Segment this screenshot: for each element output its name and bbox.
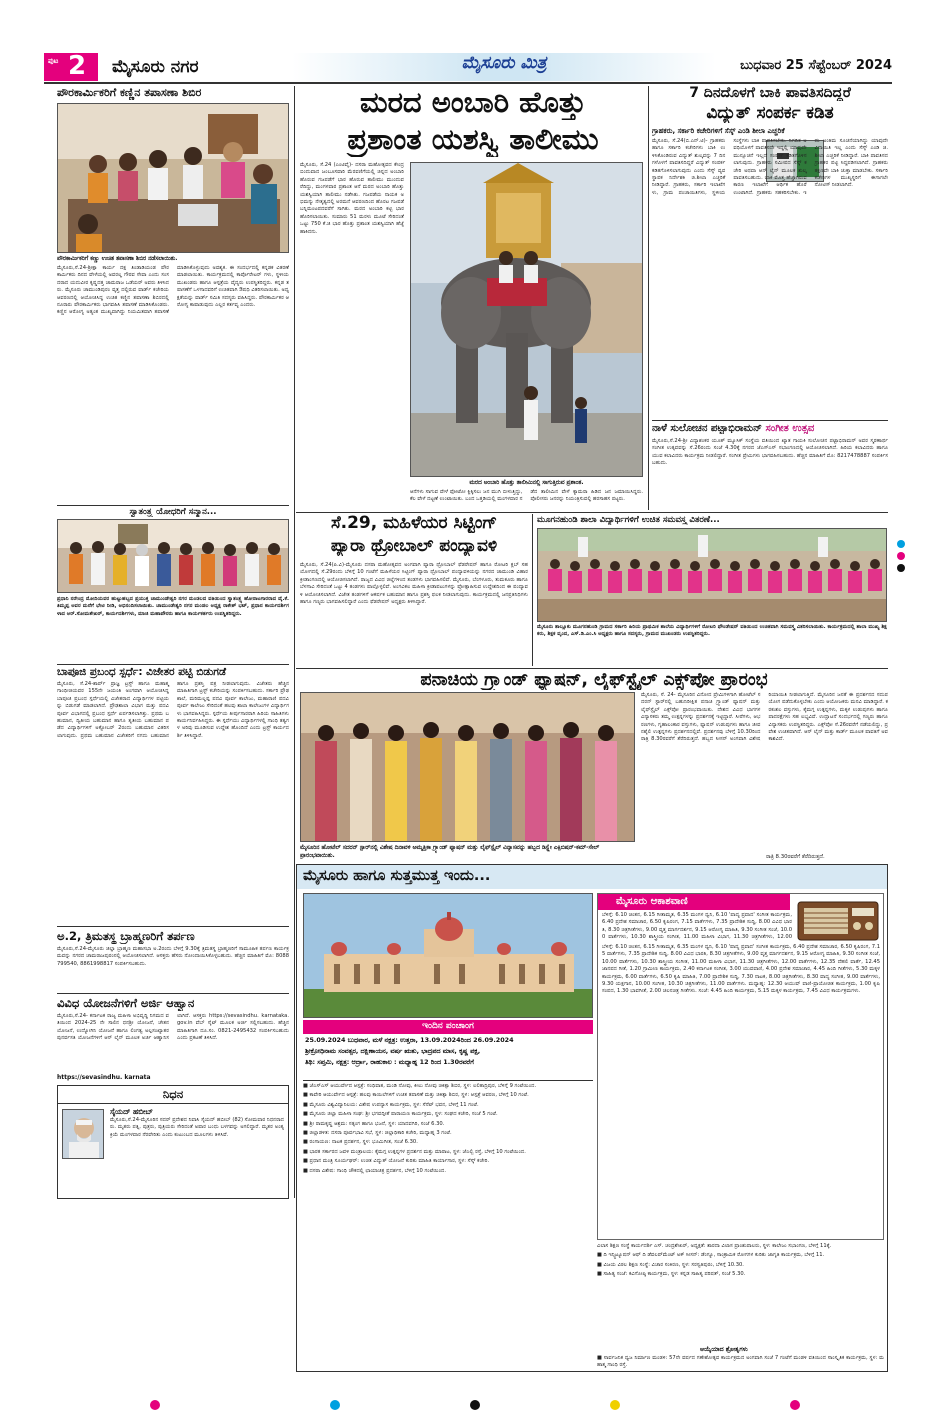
page-number: 2 [68, 51, 87, 81]
freedom-fighters-body: ಪ್ರಧಾನಿ ನರೇಂದ್ರ ಮೋದಿಯವರ ಹುಟ್ಟುಹಬ್ಬದ ಪ್ರಯುಕ್ತ ಚಾಮುಂಡೇಶ್ವರಿ ನಗರ ಮಂಡಲದ ವತಿಯಿಂದ ಸ್ವಾತಂತ್ರ್ಯ ಹೋರಾಟಗಾರರಾದ ವೈ.ಕೆ.ತಿಮ್ಮಪ್ಪ ಅವರ ಮನೆಗೆ ಭೇಟಿ ನೀಡಿ, ಅಭಿನಂದಿಸಲಾಯಿತು. ಚಾಮುಂಡೇಶ್ವರಿ ನಗರ ಮಂಡಲ ಅಧ್ಯಕ್ಷ ರಾಕೇಶ್ ಭಟ್, ಪ್ರಧಾನ ಕಾರ್ಯದರ್ಶಿಗಳಾದ ಆರ್.ಸೋಮಶೇಖರ್, ಕಾರ್ಯದರ್ಶಿಗಳು, ಮಾಜಿ ಮಹಾಪೌರರು ಹಾಗೂ ಕಾರ್ಯಕರ್ತರು ಉಪಸ್ಥಿತರಿದ್ದರು. [57, 596, 289, 617]
music-headline [652, 423, 888, 434]
akashvani-box [597, 893, 884, 1240]
band-rule [296, 668, 888, 669]
registration-mark [790, 1400, 800, 1410]
music-headline-a: ನಾಳೆ ಸುಲೋಚನ ಪಟ್ಟಾಭಿರಾಮನ್ [652, 423, 766, 434]
panchanga-box [303, 1020, 593, 1078]
divider [652, 420, 888, 421]
event-item: ■ ಭಾರತ ಸರ್ಕಾರದ ಜವಳಿ ಮಂತ್ರಾಲಯ: ಕೈಮಗ್ಗ ಉತ್ಪನ್ನಗಳ ಪ್ರದರ್ಶನ ಮತ್ತು ಮಾರಾಟ, ಸ್ಥಳ: ಜೆಎಲ್ಬಿ ರಸ್ತೆ, ಬೆಳಿಗ್ಗೆ 10 ಗಂಟೆಯಿಂದ. [303, 1148, 526, 1155]
issue-date: ಬುಧವಾರ 25 ಸೆಪ್ಟೆಂಬರ್ 2024 [740, 58, 892, 73]
today-banner-title: ಮೈಸೂರು ಹಾಗೂ ಸುತ್ತಮುತ್ತ ಇಂದು... [303, 868, 491, 884]
tarpana-headline: ಅ.2, ತ್ರಿಮತಸ್ಥ ಬ್ರಾಹ್ಮಣರಿಗೆ ತರ್ಪಣ [57, 929, 195, 943]
events-list-left [303, 1083, 593, 1358]
music-body: ಮೈಸೂರು,ಸೆ.24-ಶ್ರೀ ವಿದ್ಯಾಶಂಕರ ಯೂತ್ ಮ್ಯೂಸಿಕ್ ಸಂಸ್ಥೆಯ ವತಿಯಿಂದ ಖ್ಯಾತ ಗಾಯಕಿ ಸುಲೋಚನ ಪಟ್ಟಾಭಿರಾಮನ್ ಅವರ ಸ್ಮರಣಾರ್ಥ ಸಂಗೀತ ಉತ್ಸವವನ್ನು ಸೆ.26ರಂದು ಸಂಜೆ 4.30ಕ್ಕೆ ನಗರದ ಜೆಎಸ್ಎಸ್ ಸಭಾಂಗಣದಲ್ಲಿ ಆಯೋಜಿಸಲಾಗಿದೆ. ಹಿರಿಯ ಕಲಾವಿದರು ಹಾಗೂ ಯುವ ಕಲಾವಿದರು ಕಾರ್ಯಕ್ರಮ ನೀಡಲಿದ್ದಾರೆ. ಸಂಗೀತ ಪ್ರೇಮಿಗಳು ಭಾಗವಹಿಸಬಹುದು. ಹೆಚ್ಚಿನ ಮಾಹಿತಿಗೆ ಮೊ: 8217478887 ಸಂಪರ್ಕಿಸಬಹುದು. [652, 438, 888, 467]
event-item: ■ ಪ್ರಧಾನ ಮಂತ್ರಿ ಸೂರ್ಯಘರ್: ಉಚಿತ ವಿದ್ಯುತ್ ಯೋಜನೆ ಕುರಿತು ಮಾಹಿತಿ ಕಾರ್ಯಾಗಾರ, ಸ್ಥಳ: ಸೆಸ್ಕ್ ಕಚೇರಿ. [303, 1158, 490, 1165]
section-label: ಮೈಸೂರು ನಗರ [112, 57, 199, 77]
divider [303, 1080, 593, 1081]
event-item: ■ ದಿ ಇನ್ಸ್ಟಿಟ್ಯೂಷನ್ ಆಫ್ ದಿ ಡೆವಲಪ್‌ಮೆಂಟ್ ಅಕ್ ಸೀಸನ್: ಡೆಂಗ್ಯೂ, ಸಾಂಕ್ರಾಮಿಕ ರೋಗಗಳ ಕುರಿತು ಜಾಗೃತಿ ಕಾರ್ಯಕ್ರಮ, ಬೆಳಿಗ್ಗೆ 11. [597, 1252, 825, 1259]
eye-camp-photo [57, 103, 289, 253]
panchanga-line-2: ಶ್ರೀಕ್ರೋಧಿನಾಮ ಸಂವತ್ಸರ, ದಕ್ಷಿಣಾಯನ, ವರ್ಷ ಋತು, ಭಾದ್ರಪದ ಮಾಸ, ಕೃಷ್ಣ ಪಕ್ಷ, [305, 1047, 481, 1055]
event-item: ವಿಲಾಸ ಶಿಕ್ಷಣ ಸಂಸ್ಥೆ ಕಾರ್ಯದರ್ಶಿ ಎಸ್. ಚಂದ್ರಶೇಖರ್, ಅಧ್ಯಕ್ಷತೆ: ಶಾರದಾ ವಿಲಾಸ ಪ್ರಾಂಶುಪಾಲರು, ಸ್ಥಳ: ಕಾಲೇಜು ಸಭಾಂಗಣ, ಬೆಳಿಗ್ಗೆ 11ಕ್ಕೆ. [597, 1243, 832, 1249]
panchanga-line-1: 25.09.2024 ಬುಧವಾರ, ಮಳೆ ನಕ್ಷತ್ರ: ಉತ್ತರಾ, 13.09.2024ರಿಂದ 26.09.2024 [305, 1036, 514, 1044]
event-item: ■ ದಸರಾ ವಿಶೇಷ: ಗಾಂಧಿ ಚೌಕದಲ್ಲಿ ಛಾಯಾಚಿತ್ರ ಪ್ರದರ್ಶನ, ಬೆಳಿಗ್ಗೆ 10 ಗಂಟೆಯಿಂದ. [303, 1167, 447, 1174]
event-item: ■ ಶ್ರೀ ರಾಮಕೃಷ್ಣ ಆಶ್ರಮ: ಸತ್ಸಂಗ ಹಾಗೂ ಭಜನೆ, ಸ್ಥಳ: ಯಾದವಗಿರಿ, ಸಂಜೆ 6.30. [303, 1120, 445, 1127]
eye-camp-body: ಮೈಸೂರು,ಸೆ.24-ಶ್ರೀಕ್ಷಾ ಕಾರ್ಯ ದಕ್ಷ ತಿಂಡಾಡಿಯಂಡ ಪೌರಕಾರ್ಮಿಕರು ದಿನದ ವೇಳೆಯಲ್ಲಿ ಅವರಲ್ಲ ಗೌರವ ಸೇವಾ ಎಂದು ಸಂಸದರಾದ ಯದುವೀರ ಕೃಷ್ಣದತ್ತ ಚಾಮರಾಜ ಒಡೆಯರ್ ಅವರು ತಿಳಿಸಿದರು. ಮೈಸೂರು ಚಾಮುಂಡಿಪುರಂ ವೃತ್ತ ದಲ್ಲಿರುವ ವಾರ್ಡ್ ಕಚೇರಿಯ ಆವರಣದಲ್ಲಿ ಆಯೋಜಿಸಿದ್ದ ಉಚಿತ ಕಣ್ಣಿನ ತಪಾಸಣಾ ಶಿಬಿರದಲ್ಲಿ ನೂರಾರು ಪೌರಕಾರ್ಮಿಕರು ಭಾಗವಹಿಸಿ ತಪಾಸಣೆ ಮಾಡಿಸಿಕೊಂಡರು. ಕಣ್ಣಿನ ಆರೋಗ್ಯ ಅತ್ಯಂತ ಮುಖ್ಯವಾಗಿದ್ದು ನಿಯಮಿತವಾಗಿ ತಪಾಸಣೆ ಮಾಡಿಸಿಕೊಳ್ಳುವುದು ಅವಶ್ಯಕ. ಈ ಸಂದರ್ಭದಲ್ಲಿ ಕನ್ನಡಕ ವಿತರಣೆ ಮಾಡಲಾಯಿತು. ಕಾರ್ಯಕ್ರಮದಲ್ಲಿ ಕಾರ್ಪೊರೇಟರ್ ಗಳು, ಸ್ಥಳೀಯ ಮುಖಂಡರು ಹಾಗೂ ಆಸ್ಪತ್ರೆಯ ವೈದ್ಯರು ಉಪಸ್ಥಿತರಿದ್ದರು. ಕನ್ನಡ ತಪಾಸಣೆಗೆ ಒಳಗಾದವರಿಗೆ ಉಚಿತವಾಗಿ ಔಷಧಿ ವಿತರಿಸಲಾಯಿತು. ಅಧ್ಯಕ್ಷತೆಯನ್ನು ವಾರ್ಡ್ ಸಮಿತಿ ಸದಸ್ಯರು ವಹಿಸಿದ್ದರು. ಪೌರಕಾರ್ಮಿಕರ ಆರೋಗ್ಯ ಕಾಪಾಡುವುದು ಎಲ್ಲರ ಕರ್ತವ್ಯ ಎಂದರು. [57, 265, 289, 316]
obituary-name: ಸೈಯದ್ ಹಬೀಬ್ [110, 1107, 153, 1116]
side-registration [897, 540, 907, 580]
elephant-headline-1: ಮರದ ಅಂಬಾರಿ ಹೊತ್ತು [360, 85, 586, 119]
obituary-body: ಮೈಸೂರು,ಸೆ.24-ಮೈಸೂರಿನ ಸದರ್ ಪ್ರದೇಶದ ನಿವಾಸಿ ಸೈಯದ್ ಹಬೀಬ್ (82) ಸೋಮವಾರ ನಿಧನರಾದರು. ಮೃತರು ಪತ್ನಿ, ಪುತ್ರರು, ಪುತ್ರಿಯರು ಸೇರಿದಂತೆ ಅಪಾರ ಬಂಧು ಬಳಗವನ್ನು ಅಗಲಿದ್ದಾರೆ. ಮೃತರ ಅಂತ್ಯಕ್ರಿಯೆ ಮಂಗಳವಾರ ನೆರವೇರಿತು ಎಂದು ಕುಟುಂಬದ ಮೂಲಗಳು ತಿಳಿಸಿವೆ. [110, 1117, 284, 1138]
event-item: ■ ಜಿಲ್ಲಾಡಳಿತ: ದಸರಾ ಪೂರ್ವಭಾವಿ ಸಭೆ, ಸ್ಥಳ: ಜಿಲ್ಲಾಧಿಕಾರಿ ಕಚೇರಿ, ಮಧ್ಯಾಹ್ನ 3 ಗಂಟೆ. [303, 1130, 452, 1137]
electricity-body: ಮೈಸೂರು, ಸೆ.24(ಬಿ.ಎನ್.ಟಿ)- ಗ್ರಾಹಕರು ಹಾಗೂ ಸರ್ಕಾರಿ ಕಚೇರಿಗಳು ಬಾಕಿ ಉಳಿಸಿಕೊಂಡಿರುವ ವಿದ್ಯುತ್ ಶುಲ್ಕವನ್ನು 7 ದಿನಗಳೊಳಗೆ ಪಾವತಿಸದಿದ್ದರೆ ವಿದ್ಯುತ್ ಸಂಪರ್ಕ ಕಡಿತಗೊಳಿಸಲಾಗುವುದು ಎಂದು ಸೆಸ್ಕ್ ವ್ಯವಸ್ಥಾಪಕ ನಿರ್ದೇಶಕಿ ಜಿ.ಶೀಲಾ ಎಚ್ಚರಿಕೆ ನೀಡಿದ್ದಾರೆ. ಗ್ರಾಹಕರು, ಸರ್ಕಾರಿ ಇಲಾಖೆಗಳು, ಗ್ರಾಮ ಪಂಚಾಯಿತಿಗಳು, ಸ್ಥಳೀಯ ಸಂಸ್ಥೆಗಳು ಬಾಕಿ ಪಾವತಿಸಬೇಕು. ನಿಗದಿತ ಅವಧಿಯೊಳಗೆ ಪಾವತಿಸದೇ ಇದ್ದಲ್ಲಿ ಯಾವುದೇ ಮುನ್ಸೂಚನೆ ಇಲ್ಲದೆ ಸಂಪರ್ಕ ಕಡಿತಗೊಳಿಸಲಾಗುವುದು. ಗ್ರಾಹಕರು ಸಮೀಪದ ಸೆಸ್ಕ್ ಕಚೇರಿ ಅಥವಾ ಆನ್ ಲೈನ್ ಮೂಲಕ ಶುಲ್ಕ ಪಾವತಿಸಬಹುದು. ಬಾಕಿ ಮೊತ್ತ ಹೆಚ್ಚಾಗಿರುವ ಕಾರಣ ಇಲಾಖೆಗೆ ಆರ್ಥಿಕ ಹೊರೆ ಉಂಟಾಗಿದೆ. ಗ್ರಾಹಕರು ಸಹಕರಿಸಬೇಕು. ಇದು ಅಂತಿಮ ಸೂಚನೆಯಾಗಿದ್ದು ಯಾವುದೇ ವಿನಾಯಿತಿ ಇಲ್ಲ ಎಂದು ಸೆಸ್ಕ್ ಎಂಡಿ ಜಿ.ಶೀಲಾ ಎಚ್ಚರಿಕೆ ನೀಡಿದ್ದಾರೆ. ಬಾಕಿ ಪಾವತಿಸದ ಗ್ರಾಹಕರ ಪಟ್ಟಿ ಸಿದ್ಧಪಡಿಸಲಾಗಿದೆ. ಗ್ರಾಹಕರು ತಕ್ಷಣವೇ ಬಾಕಿ ಚುಕ್ತಾ ಮಾಡಬೇಕು. ಸರ್ಕಾರಿ ಕಚೇರಿಗಳ ಮುಖ್ಯಸ್ಥರಿಗೆ ಈಗಾಗಲೇ ನೋಟಿಸ್ ನೀಡಲಾಗಿದೆ. [652, 138, 888, 196]
uniform-headline: ಮೂಗನಹುಂಡಿ ಶಾಲಾ ವಿದ್ಯಾರ್ಥಿಗಳಿಗೆ ಉಚಿತ ಸಮವಸ್ತ್ರ ವಿತರಣೆ... [537, 515, 720, 525]
masthead-title: ಮೈಸೂರು ಮಿತ್ರ [461, 53, 547, 73]
eye-camp-headline: ಪೌರಕಾರ್ಮಿಕರಿಗೆ ಕಣ್ಣಿನ ತಪಾಸಣಾ ಶಿಬಿರ [57, 86, 202, 99]
event-item: ■ ಕಾವೇರಿ ಆಯುರ್ವೇದ ಆಸ್ಪತ್ರೆ: ಹಲವು ಕಾಯಿಲೆಗಳಿಗೆ ಉಚಿತ ತಪಾಸಣೆ ಮತ್ತು ಚಿಕಿತ್ಸಾ ಶಿಬಿರ, ಸ್ಥಳ: ಆಸ್ಪತ್ರೆ ಆವರಣ, ಬೆಳಿಗ್ಗೆ 10 ಗಂಟೆ. [303, 1092, 529, 1099]
electricity-headline-1: 7 ದಿನದೊಳಗೆ ಬಾಕಿ ಪಾವತಿಸದಿದ್ದರೆ [689, 85, 851, 101]
uniform-body: ಮೈಸೂರು ತಾಲ್ಲೂಕು ಮೂಗನಹುಂಡಿ ಗ್ರಾಮದ ಸರ್ಕಾರಿ ಹಿರಿಯ ಪ್ರಾಥಮಿಕ ಶಾಲೆಯ ವಿದ್ಯಾರ್ಥಿಗಳಿಗೆ ರೋಟರಿ ಫೌಂಡೇಷನ್ ವತಿಯಿಂದ ಉಚಿತವಾಗಿ ಸಮವಸ್ತ್ರ ವಿತರಿಸಲಾಯಿತು. ಕಾರ್ಯಕ್ರಮದಲ್ಲಿ ಶಾಲಾ ಮುಖ್ಯ ಶಿಕ್ಷಕರು, ಶಿಕ್ಷಕ ವೃಂದ, ಎಸ್.ಡಿ.ಎಂ.ಸಿ ಅಧ್ಯಕ್ಷರು ಹಾಗೂ ಸದಸ್ಯರು, ಗ್ರಾಮದ ಮುಖಂಡರು ಉಪಸ್ಥಿತರಿದ್ದರು. [537, 624, 887, 638]
divider [57, 926, 289, 927]
expo-photo-art [301, 693, 635, 842]
elephant-caption: ಮರದ ಅಂಬಾರಿ ಹೊತ್ತು ತಾಲೀಮಿನಲ್ಲಿ ಸಾಗುತ್ತಿರುವ ಪ್ರಶಾಂತ. [469, 480, 584, 486]
expo-photo [300, 692, 635, 842]
electricity-headline-2: ವಿದ್ಯುತ್ ಸಂಪರ್ಕ ಕಡಿತ [706, 103, 834, 123]
palace-photo [303, 893, 593, 1018]
expo-headline: ಪನಾಚಿಯ ಗ್ರ್ಯಾಂಡ್ ಫ್ಯಾಷನ್, ಲೈಫ್‌ಸ್ಟೈಲ್ ಎಕ್ಸ್‌ಪೋ ಪ್ರಾರಂಭ [420, 670, 768, 690]
eye-camp-caption: ಪೌರಕಾರ್ಮಿಕರಿಗೆ ಕಣ್ಣು ಉಚಿತ ತಪಾಸಣಾ ಶಿಬಿರ ನಡೆಸಲಾಯಿತು. [57, 256, 178, 262]
today-banner [297, 865, 887, 889]
akashvani-headline: ಮೈಸೂರು ಆಕಾಶವಾಣಿ [598, 894, 790, 910]
divider [57, 664, 289, 665]
obituary-box [57, 1085, 289, 1199]
event-item: ■ ಸಾಹಿತ್ಯ ಸಂಜೆ: ಕವಿಗೋಷ್ಠಿ ಕಾರ್ಯಕ್ರಮ, ಸ್ಥಳ: ಕನ್ನಡ ಸಾಹಿತ್ಯ ಪರಿಷತ್, ಸಂಜೆ 5.30. [597, 1271, 746, 1278]
uniform-photo-art [538, 529, 887, 622]
events-bottom: ■ ಸಾರ್ವಜನಿಕ ಧ್ವಜ ನಿರ್ಮಾಣ ಮಂಡಳಿ: 57ನೇ ವರ್ಷದ ಗಣೇಶೋತ್ಸವ ಕಾರ್ಯಕ್ರಮದ ಅಂಗವಾಗಿ ಸಂಜೆ 7 ಗಂಟೆಗೆ ಮಂಡಳಿ ವತಿಯಿಂದ ಸಾಂಸ್ಕೃತಿಕ ಕಾರ್ಯಕ್ರಮ, ಸ್ಥಳ: ಮಹಾತ್ಮ ಗಾಂಧಿ ರಸ್ತೆ. [597, 1355, 884, 1369]
expo-body: ಮೈಸೂರು, ಸೆ. 24- ಮೈಸೂರಿನ ವಿನೋದ ಪ್ರೇಮಿಗಳಿಗಾಗಿ ಹೋಟೆಲ್ ಸದರನ್ ಸ್ಟಾರ್‌ನಲ್ಲಿ ಬಹುನಿರೀಕ್ಷಿತ ಪನಾಚಿ ಗ್ರ್ಯಾಂಡ್ ಫ್ಯಾಷನ್ ಮತ್ತು ಲೈಫ್‌ಸ್ಟೈಲ್ ಎಕ್ಸ್‌ಪೋ ಪ್ರಾರಂಭವಾಯಿತು. ದೇಶದ ವಿವಿಧ ಭಾಗಗಳ ವಿನ್ಯಾಸಕರು ತಮ್ಮ ಉತ್ಪನ್ನಗಳನ್ನು ಪ್ರದರ್ಶನಕ್ಕೆ ಇಟ್ಟಿದ್ದಾರೆ. ಸೀರೆಗಳು, ಆಭರಣಗಳು, ಗೃಹಾಲಂಕಾರ ವಸ್ತುಗಳು, ಫ್ಯಾಷನ್ ಉಡುಪುಗಳು ಹಾಗೂ ಜೀವನಶೈಲಿ ಉತ್ಪನ್ನಗಳು ಪ್ರದರ್ಶನದಲ್ಲಿವೆ. ಪ್ರದರ್ಶನವು ಬೆಳಿಗ್ಗೆ 10.30ರಿಂದ ರಾತ್ರಿ 8.30ರವರೆಗೆ ತೆರೆದಿರುತ್ತದೆ. ಹಬ್ಬದ ಸೀಸನ್ ಅಂಗವಾಗಿ ವಿಶೇಷ ರಿಯಾಯಿತಿ ನೀಡಲಾಗುತ್ತಿದೆ. ಮೈಸೂರಿನ ಜನತೆ ಈ ಪ್ರದರ್ಶನದ ಸದುಪಯೋಗ ಪಡೆದುಕೊಳ್ಳಬೇಕು ಎಂದು ಆಯೋಜಕರು ಮನವಿ ಮಾಡಿದ್ದಾರೆ. ಕರಕುಶಲ ವಸ್ತುಗಳು, ಕೈಮಗ್ಗ ಉತ್ಪನ್ನಗಳು, ಮಕ್ಕಳ ಉಡುಪುಗಳು ಹಾಗೂ ಪಾದರಕ್ಷೆಗಳು ಸಹ ಲಭ್ಯವಿವೆ. ಉದ್ಘಾಟನೆ ಸಂದರ್ಭದಲ್ಲಿ ಗಣ್ಯರು ಹಾಗೂ ವಿನ್ಯಾಸಕರು ಉಪಸ್ಥಿತರಿದ್ದರು. ಎಕ್ಸ್‌ಪೋ ಸೆ.26ರವರೆಗೆ ನಡೆಯಲಿದ್ದು, ಪ್ರವೇಶ ಉಚಿತವಾಗಿದೆ. ಆನ್ ಲೈನ್ ಮತ್ತು ಕಾರ್ಡ್ ಮೂಲಕ ಪಾವತಿಗೆ ಅವಕಾಶವಿದೆ. [641, 692, 888, 743]
column-rule [532, 514, 533, 666]
eye-camp-photo-art [58, 104, 289, 253]
applications-url[interactable]: https://sevasindhu. karnata [57, 1074, 151, 1081]
obituary-photo [62, 1109, 104, 1159]
divider [57, 505, 289, 506]
tarpana-body: ಮೈಸೂರು,ಸೆ.24-ಮೈಸೂರು ಜಿಲ್ಲಾ ಬ್ರಾಹ್ಮಣ ಮಹಾಸಭಾ ಅ.2ರಂದು ಬೆಳಿಗ್ಗೆ 9.30ಕ್ಕೆ ತ್ರಿಮತಸ್ಥ ಬ್ರಾಹ್ಮಣರಿಗೆ ಸಾಮೂಹಿಕ ತರ್ಪಣ ಕಾರ್ಯಕ್ರಮವನ್ನು ನಗರದ ಚಾಮರಾಜಪುರಂನಲ್ಲಿ ಆಯೋಜಿಸಲಾಗಿದೆ. ಆಸಕ್ತರು ಹೆಸರು ನೋಂದಾಯಿಸಿಕೊಳ್ಳಬಹುದು. ಹೆಚ್ಚಿನ ಮಾಹಿತಿಗೆ ಮೊ: 8088799540, 8861998817 ಸಂಪರ್ಕಿಸಬಹುದು. [57, 946, 289, 967]
akashvani-body: ಬೆಳಿಗ್ಗೆ: 6.10 ಚಿಂತನ, 6.15 ಗೀತಾಮೃತ, 6.35 ಮಂಗಳ ಧ್ವನಿ, 6.10 'ಪಾದ್ಯ ಪ್ರವಾದ' ಸಂಗೀತ ಕಾರ್ಯಕ್ರಮ, 6.40 ಪ್ರದೇಶ ಸಮಾಚಾರ, 6.50 ಕೃಷಿರಂಗ, 7.15 ವಾರ್ತೆಗಳು, 7.35 ಪ್ರಾದೇಶಿಕ ಸುದ್ದಿ, 8.00 ವಿವಿಧ ಭಾರತಿ, 8.30 ಚಿತ್ರಗೀತೆಗಳು, 9.00 ವೃತ್ತ ಮಾರ್ಗದರ್ಶನ, 9.15 ಆರೋಗ್ಯ ಮಾಹಿತಿ, 9.30 ಸಂಗೀತ ಸಂಜೆ, 10.00 ವಾರ್ತೆಗಳು, 10.30 ಶಾಸ್ತ್ರೀಯ ಸಂಗೀತ, 11.00 ಮಹಿಳಾ ವಿಭಾಗ, 11.30 ಚಿತ್ರಗೀತೆಗಳು, 12.00 [602, 912, 792, 941]
registration-mark [470, 1400, 480, 1410]
column-rule [294, 86, 295, 1198]
page-number-badge [44, 53, 98, 81]
event-item: ■ ಮೈಸೂರು ವಿಶ್ವವಿದ್ಯಾನಿಲಯ: ವಿಶೇಷ ಉಪನ್ಯಾಸ ಕಾರ್ಯಕ್ರಮ, ಸ್ಥಳ: ಸೆನೆಟ್ ಭವನ, ಬೆಳಿಗ್ಗೆ 11 ಗಂಟೆ. [303, 1101, 479, 1108]
registration-mark [150, 1400, 160, 1410]
elephant-body-left: ಮೈಸೂರು, ಸೆ.24 (ಎಂಟಿವೈ)- ದಸರಾ ಮಹೋತ್ಸವದ ಕೇಂದ್ರಬಿಂದುವಾದ ಜಂಬೂಸವಾರಿ ಮೆರವಣಿಗೆಯಲ್ಲಿ ಚಿನ್ನದ ಅಂಬಾರಿ ಹೊರುವ ಗಜಪಡೆಗೆ ಭಾರ ಹೊರುವ ತಾಲೀಮು ಮುಂದುವರೆದಿದ್ದು, ಮಂಗಳವಾರ ಪ್ರಶಾಂತ ಆನೆ ಮರದ ಅಂಬಾರಿ ಹೊತ್ತು ಯಶಸ್ವಿಯಾಗಿ ತಾಲೀಮು ನಡೆಸಿತು. ಗಜಪಡೆಯ ನಾಯಕ ಅಭಿಮನ್ಯು ನೇತೃತ್ವದಲ್ಲಿ ಅರಮನೆ ಆವರಣದಿಂದ ಹೊರಟ ಗಜಪಡೆ ಬನ್ನಿಮಂಟಪದವರೆಗೆ ಸಾಗಿತು. ಮರದ ಅಂಬಾರಿ ಕಟ್ಟಿ ಭಾರ ಹೊರಿಸಲಾಯಿತು. ಸುಮಾರು 51 ಮರಳು ಮೂಟೆ ಸೇರಿದಂತೆ ಒಟ್ಟು 750 ಕೆ.ಜಿ ಭಾರ ಹೊತ್ತು ಪ್ರಶಾಂತ ಯಶಸ್ವಿಯಾಗಿ ಹೆಜ್ಜೆ ಹಾಕಿದನು. [300, 162, 404, 235]
women-sitting-headline-2: ಪ್ಯಾರಾ ಥ್ರೋಬಾಲ್ ಪಂದ್ಯಾವಳಿ [330, 536, 498, 556]
essay-body: ಮೈಸೂರು, ಸೆ.24-ಶಾರ್ಪ್ ಪ್ರಾಜ್ಞ ಟ್ರಸ್ಟ್ ಹಾಗೂ ಮಹಾತ್ಮ ಗಾಂಧೀಜಿಯವರ 155ನೇ ಜಯಂತಿ ಅಂಗವಾಗಿ ಆಯೋಜಿಸಿದ್ದ ಬಾಪೂಜಿ ಪ್ರಬಂಧ ಸ್ಪರ್ಧೆಯಲ್ಲಿ ವಿಜೇತರಾದ ವಿದ್ಯಾರ್ಥಿಗಳ ಪಟ್ಟಿಯನ್ನು ಬಿಡುಗಡೆ ಮಾಡಲಾಗಿದೆ. ಪ್ರೌಢಶಾಲಾ ವಿಭಾಗ ಮತ್ತು ಪದವಿ ಪೂರ್ವ ವಿಭಾಗದಲ್ಲಿ ಪ್ರಬಂಧ ಸ್ಪರ್ಧೆ ಏರ್ಪಡಿಸಲಾಗಿತ್ತು. ಪ್ರಥಮ ಬಹುಮಾನ, ದ್ವಿತೀಯ ಬಹುಮಾನ ಹಾಗೂ ತೃತೀಯ ಬಹುಮಾನ ಪಡೆದ ವಿದ್ಯಾರ್ಥಿಗಳಿಗೆ ಅಕ್ಟೋಬರ್ 2ರಂದು ಬಹುಮಾನ ವಿತರಿಸಲಾಗುವುದು. ಪ್ರಥಮ ಬಹುಮಾನ ವಿಜೇತರಿಗೆ ನಗದು ಬಹುಮಾನ ಹಾಗೂ ಪ್ರಶಸ್ತಿ ಪತ್ರ ನೀಡಲಾಗುವುದು. ವಿಜೇತರು ಹೆಚ್ಚಿನ ಮಾಹಿತಿಗಾಗಿ ಟ್ರಸ್ಟ್ ಕಚೇರಿಯನ್ನು ಸಂಪರ್ಕಿಸಬಹುದು. ಸರ್ಕಾರಿ ಪ್ರೌಢಶಾಲೆ, ಮರಿಮಲ್ಲಪ್ಪ ಪದವಿ ಪೂರ್ವ ಕಾಲೇಜು, ಮಹಾರಾಣಿ ಪದವಿ ಪೂರ್ವ ಕಾಲೇಜು ಸೇರಿದಂತೆ ಹಲವು ಶಾಲಾ ಕಾಲೇಜುಗಳ ವಿದ್ಯಾರ್ಥಿಗಳು ಭಾಗವಹಿಸಿದ್ದರು. ಸ್ಪರ್ಧೆಯ ತೀರ್ಪುಗಾರರಾಗಿ ಹಿರಿಯ ಸಾಹಿತಿಗಳು ಕಾರ್ಯನಿರ್ವಹಿಸಿದ್ದರು. ಈ ಸ್ಪರ್ಧೆಯು ವಿದ್ಯಾರ್ಥಿಗಳಲ್ಲಿ ಗಾಂಧಿ ತತ್ವಗಳ ಅರಿವು ಮೂಡಿಸುವ ಉದ್ದೇಶ ಹೊಂದಿದೆ ಎಂದು ಟ್ರಸ್ಟ್ ಕಾರ್ಯದರ್ಶಿ ತಿಳಿಸಿದ್ದಾರೆ. [57, 681, 289, 739]
music-headline-b: ಸಂಗೀತ ಉತ್ಸವ [765, 423, 815, 434]
women-sitting-body: ಮೈಸೂರು, ಸೆ.24(ಪಿ.ವಿ)-ಮೈಸೂರು ದಸರಾ ಮಹೋತ್ಸವದ ಅಂಗವಾಗಿ ಪ್ಯಾರಾ ಥ್ರೋಬಾಲ್ ಫೆಡರೇಷನ್ ಹಾಗೂ ರೋಟರಿ ಕ್ಲಬ್ ಸಹಯೋಗದಲ್ಲಿ ಸೆ.29ರಂದು ಬೆಳಿಗ್ಗೆ 10 ಗಂಟೆಗೆ ಮಹಿಳೆಯರ ಸಿಟ್ಟಿಂಗ್ ಪ್ಯಾರಾ ಥ್ರೋಬಾಲ್ ಪಂದ್ಯಾವಳಿಯನ್ನು ನಗರದ ಚಾಮುಂಡಿ ವಿಹಾರ ಕ್ರೀಡಾಂಗಣದಲ್ಲಿ ಆಯೋಜಿಸಲಾಗಿದೆ. ರಾಜ್ಯದ ವಿವಿಧ ಜಿಲ್ಲೆಗಳಿಂದ ತಂಡಗಳು ಭಾಗವಹಿಸಲಿವೆ. ಮೈಸೂರು, ಬೆಂಗಳೂರು, ತುಮಕೂರು ಹಾಗೂ ಬೆಳಗಾವಿ ಸೇರಿದಂತೆ ಒಟ್ಟು 4 ತಂಡಗಳು ಪಾಲ್ಗೊಳ್ಳಲಿವೆ. ಅಂಗವಿಕಲ ಮಹಿಳಾ ಕ್ರೀಡಾಪಟುಗಳನ್ನು ಪ್ರೋತ್ಸಾಹಿಸುವ ಉದ್ದೇಶದಿಂದ ಈ ಪಂದ್ಯಾವಳಿ ಆಯೋಜಿಸಲಾಗಿದೆ. ವಿಜೇತ ತಂಡಗಳಿಗೆ ಆಕರ್ಷಕ ಬಹುಮಾನ ಹಾಗೂ ಪ್ರಶಸ್ತಿ ಫಲಕ ನೀಡಲಾಗುವುದು. ಕಾರ್ಯಕ್ರಮದಲ್ಲಿ ಜನಪ್ರತಿನಿಧಿಗಳು ಹಾಗೂ ಗಣ್ಯರು ಭಾಗವಹಿಸಲಿದ್ದಾರೆ ಎಂದು ಫೆಡರೇಷನ್ ಅಧ್ಯಕ್ಷರು ತಿಳಿಸಿದ್ದಾರೆ. [300, 562, 528, 606]
applications-headline: ವಿವಿಧ ಯೋಜನೆಗಳಿಗೆ ಅರ್ಜಿ ಆಹ್ವಾನ [57, 996, 195, 1010]
obituary-portrait-art [63, 1110, 104, 1159]
divider [58, 1103, 288, 1104]
page-word: ಪುಟ [48, 57, 59, 65]
akashvani-footer: ಆಯ್ಕೆಯಾದ ಶ್ರೋತೃಗಳು [700, 1346, 748, 1353]
radio-icon-art [796, 898, 880, 942]
freedom-fighters-photo-art [58, 520, 289, 593]
events-list-right [597, 1243, 884, 1345]
elephant-photo-art [411, 163, 643, 477]
registration-bar [0, 1398, 945, 1412]
event-item: ■ ಮೈಸೂರು ಜಿಲ್ಲಾ ಮಹಿಳಾ ಸಂಘ: ಶ್ರೀ ಭಗವದ್ಗೀತೆ ಪಾರಾಯಣ ಕಾರ್ಯಕ್ರಮ, ಸ್ಥಳ: ಸಂಘದ ಕಚೇರಿ, ಸಂಜೆ 5 ಗಂಟೆ. [303, 1111, 498, 1118]
electricity-subhead: ಗ್ರಾಹಕರು, ಸರ್ಕಾರಿ ಕಚೇರಿಗಳಿಗೆ ಸೆಸ್ಕ್ ಎಂಡಿ ಶೀಲಾ ಎಚ್ಚರಿಕೆ [652, 127, 785, 135]
elephant-photo [410, 162, 643, 477]
registration-mark [610, 1400, 620, 1410]
column-rule [648, 86, 649, 510]
page-header [44, 53, 892, 81]
event-item: ■ ಜೆಎಸ್ಎಸ್ ಆಯುರ್ವೇದ ಆಸ್ಪತ್ರೆ: ಸಂಧಿವಾತ, ಮಂಡಿ ನೋವು, ಕೀಲು ನೋವು ಚಿಕಿತ್ಸಾ ಶಿಬಿರ, ಸ್ಥಳ: ಲಲಿತಾದ್ರಿಪುರ, ಬೆಳಿಗ್ಗೆ 9 ಗಂಟೆಯಿಂದ. [303, 1083, 537, 1089]
divider [57, 993, 289, 994]
expo-caption: ಮೈಸೂರಿನ ಹೋಟೆಲ್ ಸದರನ್ ಸ್ಟಾರ್‌ನಲ್ಲಿ ವಿಶೇಷ ದಿನಾವಳಿ ಅಮ್ಮತ್ತಿಕಾ ಗ್ರ್ಯಾಂಡ್ ಫ್ಯಾಷನ್ ಮತ್ತು ಲೈಫ್‌ಸ್ಟೈಲ್ ವಿನ್ಯಾಸವನ್ನು ಹಬ್ಬದ ಡಿಸ್ಪ್ಲೇ ಎಕ್ಸಿಬಿಷನ್-ಕಮ್-ಸೇಲ್ ಪ್ರಾರಂಭವಾಯಿತು. [300, 845, 600, 859]
event-item: ■ ವಿಜಯ ವಿಠಲ ಶಿಕ್ಷಣ ಸಂಸ್ಥೆ: ವಿಚಾರ ಸಂಕಿರಣ, ಸ್ಥಳ: ಸರಸ್ವತಿಪುರಂ, ಬೆಳಿಗ್ಗೆ 10.30. [597, 1261, 744, 1268]
registration-mark [330, 1400, 340, 1410]
applications-body: ಮೈಸೂರು,ಸೆ.24- ಕರ್ನಾಟಕ ರಾಜ್ಯ ಮಹಿಳಾ ಅಭಿವೃದ್ಧಿ ನಿಗಮದ ವತಿಯಿಂದ 2024-25 ನೇ ಸಾಲಿನ ಧನಶ್ರೀ ಯೋಜನೆ, ಚೇತನ ಯೋಜನೆ, ಉದ್ಯೋಗಿನಿ ಯೋಜನೆ ಹಾಗೂ ಲಿಂಗತ್ವ ಅಲ್ಪಸಂಖ್ಯಾತರ ಪುನರ್ವಸತಿ ಯೋಜನೆಗಳಿಗೆ ಆನ್ ಲೈನ್ ಮೂಲಕ ಅರ್ಜಿ ಆಹ್ವಾನಿಸಲಾಗಿದೆ. ಆಸಕ್ತರು https://sevasindhu. karnataka.gov.in ವೆಬ್ ಸೈಟ್ ಮೂಲಕ ಅರ್ಜಿ ಸಲ್ಲಿಸಬಹುದು. ಹೆಚ್ಚಿನ ಮಾಹಿತಿಗಾಗಿ ದೂ.ಸಂ. 0821-2495432 ಸಂಪರ್ಕಿಸಬಹುದು ಎಂದು ಪ್ರಕಟಣೆ ತಿಳಿಸಿದೆ. [57, 1013, 289, 1042]
freedom-fighters-headline: ಸ್ವಾತಂತ್ರ್ಯ ಯೋಧರಿಗೆ ಸನ್ಮಾನ... [129, 507, 217, 517]
panchanga-title-bar [303, 1020, 593, 1034]
elephant-body-bottom: ಆನೆಗಳು ಸಾಗುವ ವೇಳೆ ಫೋಟೋ ಕ್ಲಿಕ್ಕಿಸಲು ಜನ ಮುಗಿ ಬೀಳುತ್ತಿದ್ದು, ಕೆಲ ವೇಳೆ ದಟ್ಟಣೆ ಉಂಟಾಯಿತು. ಬಂದ ಒತ್ತಡಿಯಲ್ಲಿ ಮಂಗಳವಾರ ನಡೆದ ತಾಲೀಮಿನ ವೇಳೆ ಕ್ಯಾಮರಾ ಹಿಡಿದ ಜನ ಜಮಾಯಿಸಿದ್ದರು. ಪೊಲೀಸರು ಜನರನ್ನು ನಿಯಂತ್ರಿಸುವಲ್ಲಿ ಹರಸಾಹಸ ಪಟ್ಟರು. [410, 489, 643, 503]
palace-photo-art [304, 894, 593, 1018]
essay-headline: ಬಾಪೂಜಿ ಪ್ರಬಂಧ ಸ್ಪರ್ಧೆ: ವಿಜೇತರ ಪಟ್ಟಿ ಬಿಡುಗಡೆ [57, 666, 227, 678]
panchanga-title: ಇಂದಿನ ಪಂಚಾಂಗ [422, 1021, 474, 1031]
expo-timing: ರಾತ್ರಿ 8.30ರವರೆಗೆ ತೆರೆದಿರುತ್ತದೆ. [766, 854, 825, 860]
women-sitting-headline-1: ಸೆ.29, ಮಹಿಳೆಯರ ಸಿಟ್ಟಿಂಗ್ [330, 513, 498, 533]
akashvani-body-cont: ಬೆಳಿಗ್ಗೆ: 6.10 ಚಿಂತನ, 6.15 ಗೀತಾಮೃತ, 6.35 ಮಂಗಳ ಧ್ವನಿ, 6.10 'ಪಾದ್ಯ ಪ್ರವಾದ' ಸಂಗೀತ ಕಾರ್ಯಕ್ರಮ, 6.40 ಪ್ರದೇಶ ಸಮಾಚಾರ, 6.50 ಕೃಷಿರಂಗ, 7.15 ವಾರ್ತೆಗಳು, 7.35 ಪ್ರಾದೇಶಿಕ ಸುದ್ದಿ, 8.00 ವಿವಿಧ ಭಾರತಿ, 8.30 ಚಿತ್ರಗೀತೆಗಳು, 9.00 ವೃತ್ತ ಮಾರ್ಗದರ್ಶನ, 9.15 ಆರೋಗ್ಯ ಮಾಹಿತಿ, 9.30 ಸಂಗೀತ ಸಂಜೆ, 10.00 ವಾರ್ತೆಗಳು, 10.30 ಶಾಸ್ತ್ರೀಯ ಸಂಗೀತ, 11.00 ಮಹಿಳಾ ವಿಭಾಗ, 11.30 ಚಿತ್ರಗೀತೆಗಳು, 12.00 ವಾರ್ತೆಗಳು, 12.35 ದೆಹಲಿ ವಾರ್ತೆ, 12.45 ಜಾನಪದ ಗೀತೆ, 1.20 ಗ್ರಾಮೀಣ ಕಾರ್ಯಕ್ರಮ, 2.40 ಕರ್ನಾಟಕ ಸಂಗೀತ, 3.00 ಯುವವಾಣಿ, 4.00 ಪ್ರದೇಶ ಸಮಾಚಾರ, 4.45 ಹಿಂದಿ ಗೀತೆಗಳು, 5.30 ಮಕ್ಕಳ ಕಾರ್ಯಕ್ರಮ, 6.00 ವಾರ್ತೆಗಳು, 6.50 ಕೃಷಿ ಮಾಹಿತಿ, 7.00 ಪ್ರಾದೇಶಿಕ ಸುದ್ದಿ, 7.30 ನಾಟಕ, 8.00 ಚಿತ್ರಗೀತೆಗಳು, 8.30 ವಾದ್ಯ ಸಂಗೀತ, 9.00 ವಾರ್ತೆಗಳು, 9.30 ಯಕ್ಷಗಾನ, 10.00 ಸಂಗೀತ, 10.30 ಚಿತ್ರಗೀತೆಗಳು, 11.00 ವಾರ್ತೆಗಳು. ಮಧ್ಯಾಹ್ನ: 12.30 ಆಯುಷ್ ವಾಣಿ-ಪ್ರಾಯೋಜಿತ ಕಾರ್ಯಕ್ರಮ, 1.00 ಕೃಷಿ ಸಂಪದ, 1.30 ಭಾವಗೀತೆ, 2.00 ಚಲನಚಿತ್ರ ಗೀತೆಗಳು. ಸಂಜೆ: 4.45 ಹಿಂದಿ ಕಾರ್ಯಕ್ರಮ, 5.15 ಮಕ್ಕಳ ಕಾರ್ಯಕ್ರಮ, 7.45 ವಿವಿಧ ಕಾರ್ಯಕ್ರಮಗಳು. [602, 944, 880, 995]
freedom-fighters-photo [57, 519, 289, 593]
panchanga-line-3: ತಿಥಿ: ಸಪ್ತಮಿ, ನಕ್ಷತ್ರ: ಆರ್ದ್ರಾ, ರಾಹುಕಾಲ : ಮಧ್ಯಾಹ್ನ 12 ರಿಂದ 1.30ರವರೆಗೆ [305, 1058, 474, 1066]
uniform-photo [537, 528, 887, 622]
event-item: ■ ರಂಗಾಯಣ: ನಾಟಕ ಪ್ರದರ್ಶನ, ಸ್ಥಳ: ಭೂಮಿಗೀತ, ಸಂಜೆ 6.30. [303, 1139, 418, 1146]
elephant-headline-2: ಪ್ರಶಾಂತ ಯಶಸ್ವಿ ತಾಲೀಮು [347, 122, 599, 156]
radio-icon [796, 898, 880, 942]
obituary-headline: ನಿಧನ [162, 1087, 184, 1101]
